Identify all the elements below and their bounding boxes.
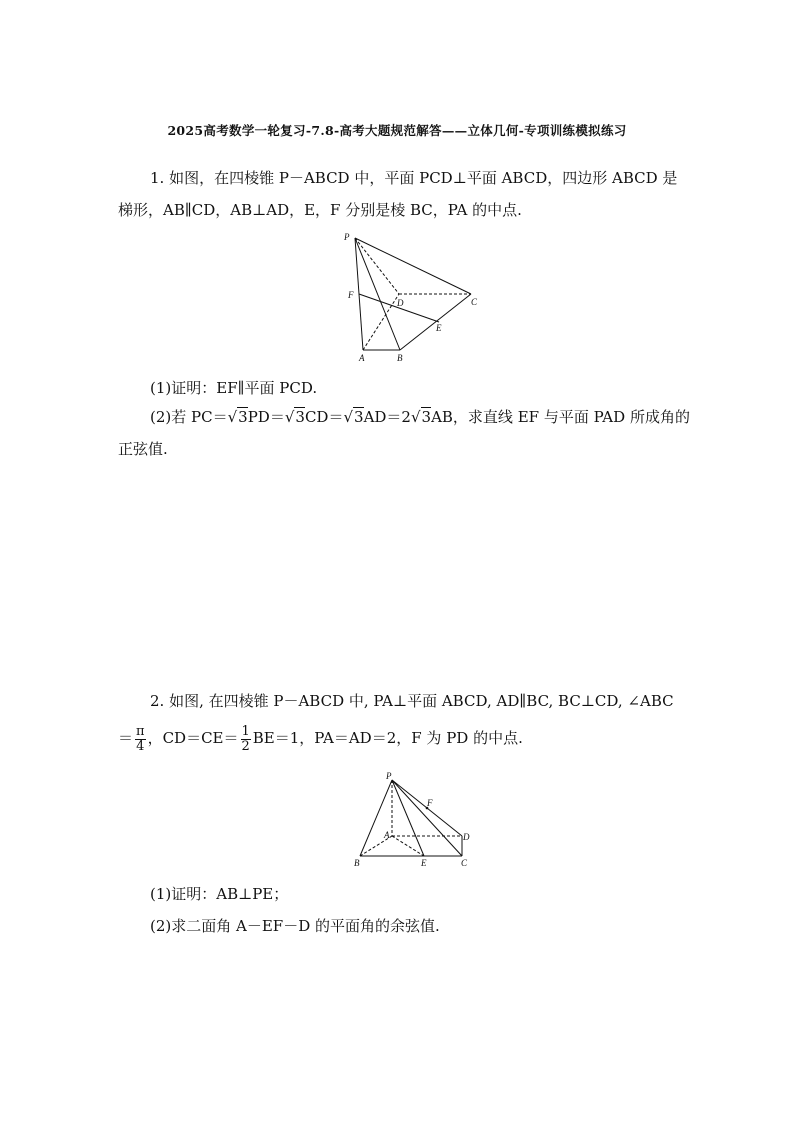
fraction-pi-over-4: $\frac{\pi}{4}$	[136, 723, 145, 754]
q2-stem-line1: 2. 如图, 在四棱锥 P－ABCD 中, PA⊥平面 ABCD, AD∥BC, BC⊥CD, ∠ABC	[150, 692, 674, 710]
q1-stem-line2: 梯形，AB∥CD，AB⊥AD，E，F 分别是棱 BC，PA 的中点.	[118, 201, 522, 219]
edge-PC	[392, 780, 462, 856]
label-C: C	[461, 858, 468, 868]
q2-part2: (2)求二面角 A－EF－D 的平面角的余弦值.	[150, 917, 440, 935]
edge-BC	[400, 294, 471, 350]
label-P: P	[344, 232, 350, 242]
q1-pyramid-figure	[335, 230, 485, 364]
label-A: A	[359, 353, 365, 363]
q1-part2-line2: 正弦值.	[118, 440, 168, 458]
fraction-one-half: $\frac{1}{2}$	[241, 723, 250, 754]
label-B: B	[397, 353, 403, 363]
q1-stem-line1: 1. 如图，在四棱锥 P－ABCD 中，平面 PCD⊥平面 ABCD，四边形 ABCD 是	[150, 169, 678, 187]
q2-pyramid-figure	[350, 770, 478, 872]
q1-part2: (2)若 PC＝√3PD＝√3CD＝√3AD＝2√3AB，求直线 EF 与平面 PAD 所成角的	[150, 408, 690, 426]
label-C: C	[471, 297, 478, 307]
label-F: F	[348, 290, 354, 300]
sqrt-symbol: √	[410, 408, 421, 426]
q2-part1: (1)证明：AB⊥PE；	[150, 885, 289, 903]
label-B: B	[354, 858, 360, 868]
label-E: E	[436, 323, 442, 333]
label-A: A	[384, 830, 390, 840]
q2-stem-line2: ＝ $\frac{\pi}{4}$ ，CD＝CE＝ $\frac{1}{2}$ BE＝1，PA＝AD＝2，F 为 PD 的中点.	[118, 723, 523, 754]
edge-PD	[355, 238, 399, 294]
q1-part1: (1)证明：EF∥平面 PCD.	[150, 379, 318, 397]
label-E: E	[421, 858, 427, 868]
label-F: F	[427, 798, 433, 808]
edge-PE	[392, 780, 424, 856]
label-D: D	[397, 298, 404, 308]
sqrt-symbol: √	[227, 408, 238, 426]
label-P: P	[386, 771, 392, 781]
sqrt-symbol: √	[284, 408, 295, 426]
edge-PB	[360, 780, 392, 856]
sqrt-symbol: √	[343, 408, 354, 426]
label-D: D	[463, 832, 470, 842]
edge-AE	[392, 836, 424, 856]
edge-PC	[355, 238, 471, 294]
page-title: 2025高考数学一轮复习-7.8-高考大题规范解答——立体几何-专项训练模拟练习	[167, 123, 627, 138]
